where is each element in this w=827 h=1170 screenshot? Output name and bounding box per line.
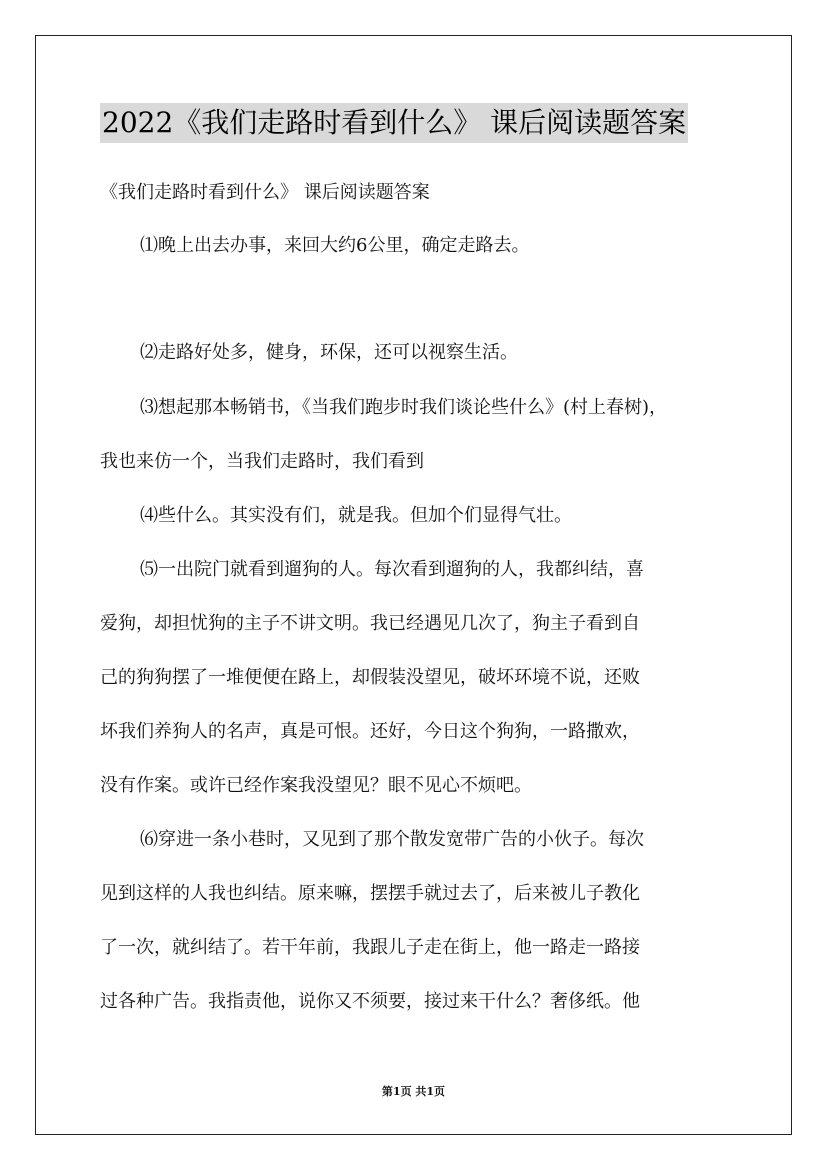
body-line-3: ⑵走路好处多，健身，环保，还可以视察生活。 (140, 342, 518, 363)
body-line-12: ⑹穿进一条小巷时，又见到了那个散发宽带广告的小伙子。每次 (140, 829, 644, 850)
body-line-15: 过各种广告。我指责他，说你又不须要，接过来干什么？奢侈纸。他 (100, 991, 640, 1012)
body-line-2: ⑴晚上出去办事，来回大约6公里，确定走路去。 (140, 235, 530, 256)
page-footer (0, 1084, 827, 1100)
body-line-11: 没有作案。或许已经作案我没望见？眼不见心不烦吧。 (100, 775, 532, 796)
body-line-1: 《我们走路时看到什么》 课后阅读题答案 (100, 182, 430, 203)
body-line-13: 见到这样的人我也纠结。原来嘛，摆摆手就过去了，后来被儿子教化 (100, 883, 640, 904)
body-line-14: 了一次，就纠结了。若干年前，我跟儿子走在街上，他一路走一路接 (100, 937, 640, 958)
body-line-6: ⑷些什么。其实没有们，就是我。但加个们显得气壮。 (140, 505, 572, 526)
body-line-8: 爱狗，却担忧狗的主子不讲文明。我已经遇见几次了，狗主子看到自 (100, 613, 640, 634)
body-line-7: ⑸一出院门就看到遛狗的人。每次看到遛狗的人，我都纠结，喜 (140, 559, 644, 580)
body-line-4: ⑶想起那本畅销书，《当我们跑步时我们谈论些什么》(村上春树)， (140, 397, 668, 418)
page-number-label: 第1页 共1页 (381, 1085, 446, 1098)
body-line-10: 坏我们养狗人的名声，真是可恨。还好，今日这个狗狗，一路撒欢， (100, 721, 640, 742)
document-title: 2022《我们走路时看到什么》 课后阅读题答案 (100, 103, 688, 143)
body-line-9: 己的狗狗摆了一堆便便在路上，却假装没望见，破坏环境不说，还败 (100, 667, 640, 688)
body-line-5: 我也来仿一个，当我们走路时，我们看到 (100, 451, 424, 472)
